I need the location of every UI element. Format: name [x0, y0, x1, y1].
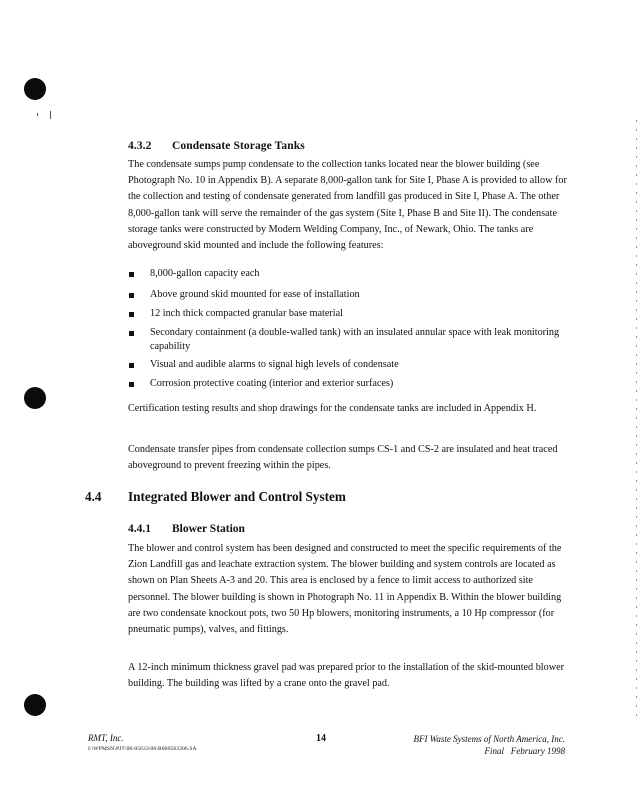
- paragraph-transfer-pipes: Condensate transfer pipes from condensate collection sumps CS-1 and CS-2 are insulated and heat traced aboveground to prevent freezing within the pipes.: [128, 444, 558, 472]
- footer-status: Final February 1998: [484, 746, 565, 756]
- section-heading-4-4-1: [128, 523, 245, 535]
- punch-hole-middle: [24, 387, 46, 409]
- list-item: 8,000-gallon capacity each: [128, 267, 570, 281]
- paragraph-gravel-pad: A 12-inch minimum thickness gravel pad was prepared prior to the installation of the skid-mounted blower building. The building was lifted by a crane onto the gravel pad.: [128, 662, 564, 690]
- section-number: 4.4: [85, 489, 102, 504]
- footer-company: RMT, Inc.: [88, 733, 124, 743]
- bullet-icon: [129, 293, 134, 298]
- list-item: Visual and audible alarms to signal high levels of condensate: [128, 358, 570, 372]
- paragraph-blower-system: The blower and control system has been designed and constructed to meet the specific requirements of the Zion Landfill gas and leachate extraction system. The blower building and system controls are located as shown on Plan Sheets A-3 and 20. This area is enclosed by a fence to limit access to authorized site personnel. The blower building is shown in Photograph No. 11 in Appendix B. Within the blower building are two condensate knockout pots, two 50 Hp blowers, monitoring instruments, a 10 Hp compressor (for pneumatic pumps), valves, and fittings.: [128, 543, 562, 636]
- bullet-icon: [129, 363, 134, 368]
- section-title: Integrated Blower and Control System: [128, 489, 346, 504]
- section-title: Blower Station: [172, 523, 245, 535]
- bullet-icon: [129, 272, 134, 277]
- list-item: Secondary containment (a double-walled tank) with an insulated annular space with leak monitoring capability: [128, 326, 570, 354]
- section-number: 4.3.2: [128, 140, 152, 152]
- list-item: Corrosion protective coating (interior and exterior surfaces): [128, 377, 570, 391]
- footer-file-path: I:\WPMSN\PJT\00-05633\06\R000563306.SA: [88, 746, 197, 752]
- paragraph-condensate-tanks: The condensate sumps pump condensate to the collection tanks located near the blower building (see Photograph No. 10 in Appendix B). A separate 8,000-gallon tank for Site I, Phase A is provided to allow for the collection and testing of condensate generated from landfill gas produced in Site I, Phase A. The other 8,000-gallon tank will serve the remainder of the gas system (Site I, Phase B and Site II). The condensate storage tanks were constructed by Modern Welding Company, Inc., of Newark, Ohio. The tanks are aboveground skid mounted and include the following features:: [128, 159, 567, 252]
- section-heading-4-4: [85, 489, 346, 505]
- list-item: 12 inch thick compacted granular base material: [128, 307, 570, 321]
- paragraph-certification: Certification testing results and shop drawings for the condensate tanks are included in Appendix H.: [128, 403, 537, 414]
- bullet-icon: [129, 331, 134, 336]
- scan-speck: [37, 113, 38, 116]
- footer-client-block: [365, 733, 565, 757]
- punch-hole-bottom: [24, 694, 46, 716]
- list-item: Above ground skid mounted for ease of installation: [128, 288, 570, 302]
- scan-edge: [636, 120, 637, 720]
- section-title: Condensate Storage Tanks: [172, 140, 305, 152]
- section-heading-4-3-2: [128, 140, 305, 152]
- footer-client: BFI Waste Systems of North America, Inc.: [413, 734, 565, 744]
- punch-hole-top: [24, 78, 46, 100]
- scan-speck: [50, 111, 51, 119]
- bullet-icon: [129, 312, 134, 317]
- bullet-icon: [129, 382, 134, 387]
- section-number: 4.4.1: [128, 523, 151, 535]
- page-number: 14: [316, 733, 326, 744]
